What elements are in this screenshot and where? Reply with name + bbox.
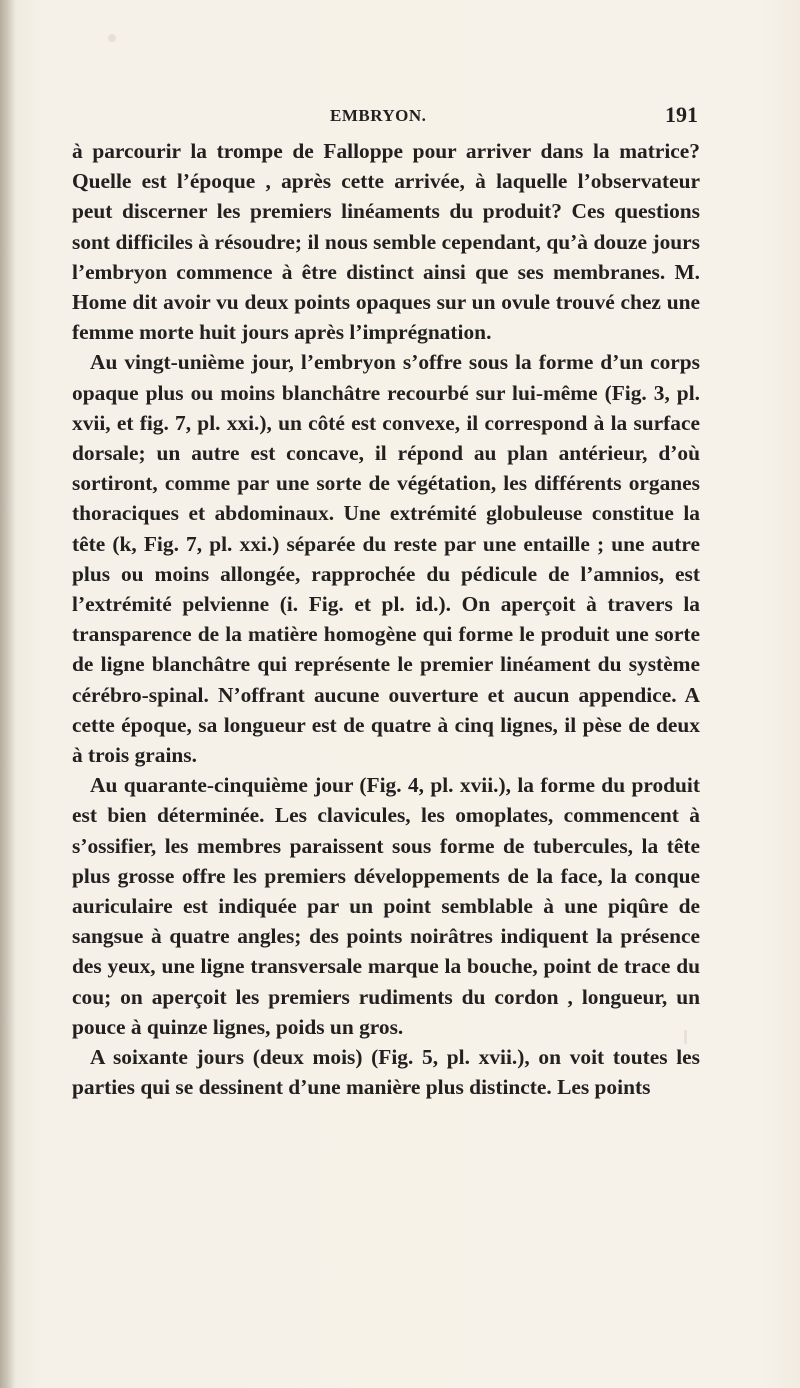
paragraph-1: à parcourir la trompe de Falloppe pour arriver dans la matrice? Quelle est l’époque , après cette arrivée, à laquelle l’observateur peut discerner les premiers linéaments du produit? Ces questions sont difficiles à résoudre; il nous semble cependant, qu’à douze jours l’embryon commence à être distinct ainsi que ses membranes. M. Home dit avoir vu deux points opaques sur un ovule trouvé chez une femme morte huit jours après l’imprégnation. <box>72 139 700 345</box>
chapter-title: EMBRYON. <box>330 106 427 125</box>
paper-speck <box>108 34 116 42</box>
paragraph-3: Au quarante-cinquième jour (Fig. 4, pl. xvii.), la forme du produit est bien déterminée. Les clavicules, les omoplates, commencent à s’ossifier, les membres paraissent sous forme de tubercules, la tête plus grosse offre les premiers développements de la face, la conque auriculaire est indiquée par un point semblable à une piqûre de sangsue à quatre angles; des points noirâtres indiquent la présence des yeux, une ligne transversale marque la bouche, point de trace du cou; on aperçoit les premiers rudiments du cordon , longueur, un pouce à quinze lignes, poids un gros. <box>72 773 700 1039</box>
page-body <box>72 136 700 1103</box>
paragraph-2: Au vingt-unième jour, l’embryon s’offre sous la forme d’un corps opaque plus ou moins blanchâtre recourbé sur lui-même (Fig. 3, pl. xvii, et fig. 7, pl. xxi.), un côté est convexe, il correspond à la surface dorsale; un autre est concave, il répond au plan antérieur, d’où sortiront, comme par une sorte de végétation, les différents organes thoraciques et abdominaux. Une extrémité globuleuse constitue la tête (k, Fig. 7, pl. xxi.) séparée du reste par une entaille ; une autre plus ou moins allongée, rapprochée du pédicule de l’amnios, est l’extrémité pelvienne (i. Fig. et pl. id.). On aperçoit à travers la transparence de la matière homogène qui forme le produit une sorte de ligne blanchâtre qui représente le premier linéament du système cérébro-spinal. N’offrant aucune ouverture et aucun appendice. A cette époque, sa longueur est de quatre à cinq lignes, il pèse de deux à trois grains. <box>72 350 700 768</box>
running-header <box>72 102 698 132</box>
page-number: 191 <box>665 102 698 127</box>
paragraph-4: A soixante jours (deux mois) (Fig. 5, pl. xvii.), on voit toutes les parties qui se dessinent d’une manière plus distincte. Les points <box>72 1045 700 1100</box>
page-gutter-shadow <box>0 0 16 1388</box>
